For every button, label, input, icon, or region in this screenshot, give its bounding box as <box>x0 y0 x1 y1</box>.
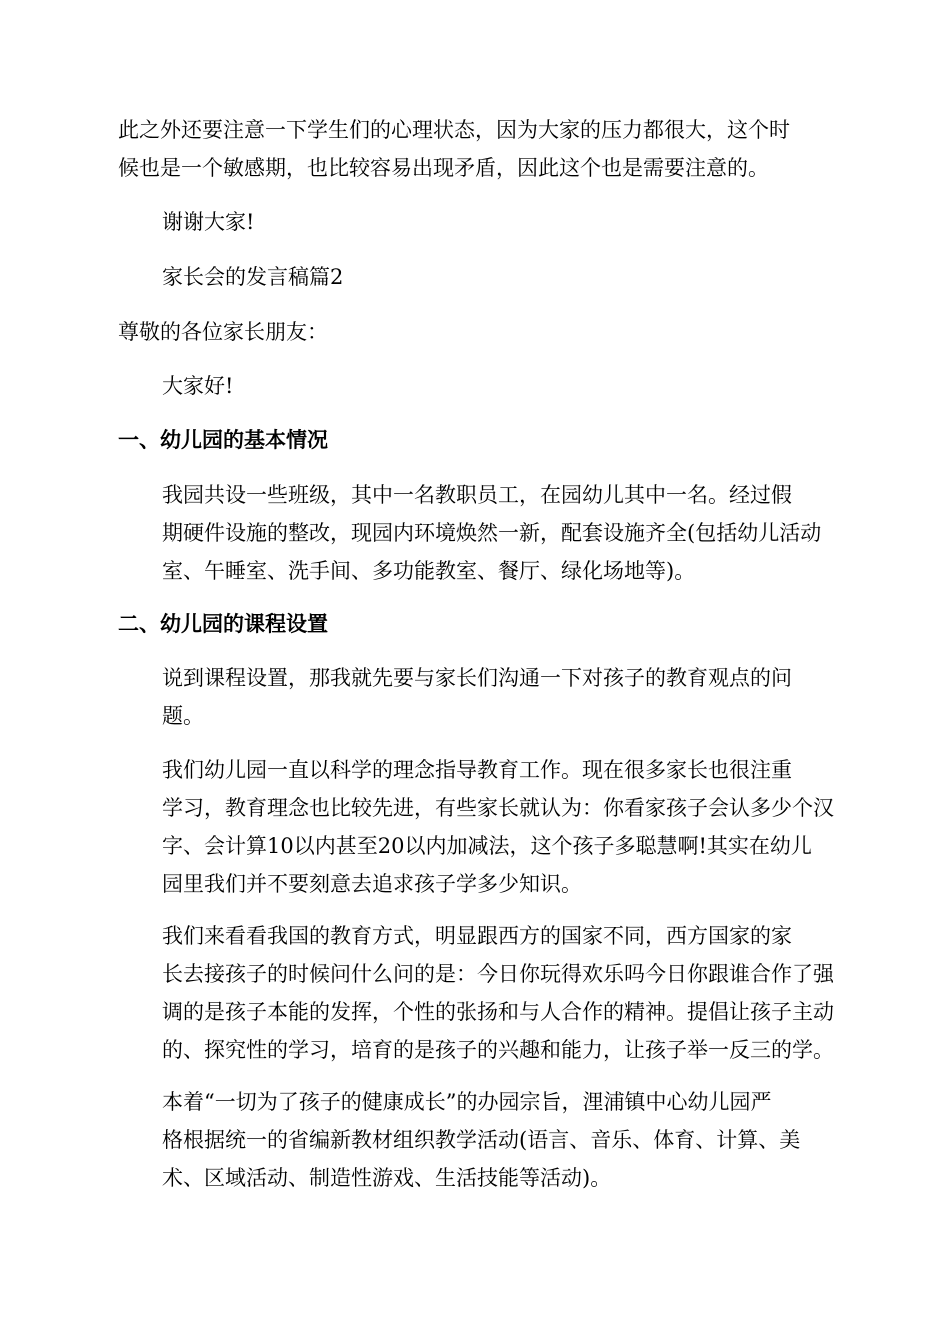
text-line: 学习，教育理念也比较先进，有些家长就认为：你看家孩子会认多少个汉 <box>162 796 834 820</box>
text-line: 尊敬的各位家长朋友： <box>118 320 328 344</box>
heading-curriculum <box>118 605 838 643</box>
paragraph-thanks <box>118 203 838 241</box>
paragraph-teaching-activities <box>118 1083 838 1197</box>
section-title <box>118 258 838 296</box>
text-line: 园里我们并不要刻意去追求孩子学多少知识。 <box>162 872 582 896</box>
text-line: 题。 <box>162 704 204 728</box>
text-line: 调的是孩子本能的发挥，个性的张扬和与人合作的精神。提倡让孩子主动 <box>162 1000 834 1024</box>
text-line: 术、区域活动、制造性游戏、生活技能等活动)。 <box>162 1166 612 1190</box>
heading-basic-info <box>118 421 838 459</box>
paragraph-basic-info <box>118 476 838 590</box>
text-line: 说到课程设置，那我就先要与家长们沟通一下对孩子的教育观点的问 <box>162 666 792 690</box>
greeting <box>118 367 838 405</box>
paragraph-closing-note <box>118 111 838 187</box>
text-line: 谢谢大家! <box>162 210 255 234</box>
text-line: 的、探究性的学习，培育的是孩子的兴趣和能力，让孩子举一反三的学。 <box>162 1038 834 1062</box>
text-line: 本着“一切为了孩子的健康成长”的办园宗旨，浬浦镇中心幼儿园严 <box>162 1090 772 1114</box>
text-line: 字、会计算10以内甚至20以内加减法，这个孩子多聪慧啊!其实在幼儿 <box>162 834 812 858</box>
paragraph-western-education <box>118 917 838 1069</box>
text-line: 格根据统一的省编新教材组织教学活动(语言、音乐、体育、计算、美 <box>162 1128 801 1152</box>
text-line: 我们来看看我国的教育方式，明显跟西方的国家不同，西方国家的家 <box>162 924 792 948</box>
paragraph-curriculum-intro <box>118 659 838 735</box>
text-line: 长去接孩子的时候问什么问的是：今日你玩得欢乐吗今日你跟谁合作了强 <box>162 962 834 986</box>
text-line: 室、午睡室、洗手间、多功能教室、餐厅、绿化场地等)。 <box>162 559 696 583</box>
text-line: 候也是一个敏感期，也比较容易出现矛盾，因此这个也是需要注意的。 <box>118 156 769 180</box>
salutation <box>118 313 838 351</box>
text-line: 大家好! <box>162 374 234 398</box>
text-line: 此之外还要注意一下学生们的心理状态，因为大家的压力都很大，这个时 <box>118 118 790 142</box>
text-line: 我园共设一些班级，其中一名教职员工，在园幼儿其中一名。经过假 <box>162 483 792 507</box>
text-line: 我们幼儿园一直以科学的理念指导教育工作。现在很多家长也很注重 <box>162 758 792 782</box>
text-line: 二、幼儿园的课程设置 <box>118 612 328 636</box>
paragraph-education-philosophy <box>118 751 838 903</box>
text-line: 家长会的发言稿篇2 <box>162 265 344 289</box>
text-line: 期硬件设施的整改，现园内环境焕然一新，配套设施齐全(包括幼儿活动 <box>162 521 822 545</box>
text-line: 一、幼儿园的基本情况 <box>118 428 328 452</box>
